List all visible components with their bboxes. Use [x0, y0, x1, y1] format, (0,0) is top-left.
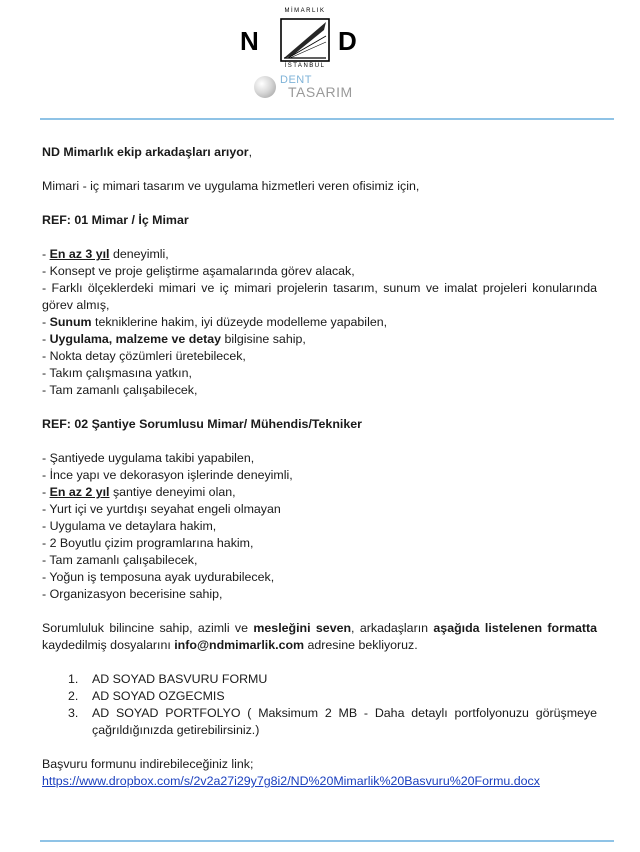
posting-heading-bold: ND Mimarlık ekip arkadaşları arıyor [42, 145, 249, 159]
list-item [42, 348, 597, 365]
bullet-dash: - [42, 485, 50, 499]
file-list-text: AD SOYAD OZGECMIS [92, 689, 225, 703]
posting-heading [42, 144, 597, 161]
list-item [42, 280, 597, 314]
sphere-icon [254, 76, 276, 98]
list-item-text: Şantiyede uygulama takibi yapabilen, [49, 451, 255, 465]
list-item [42, 569, 597, 586]
list-item [42, 552, 597, 569]
bullet-dash: - [42, 536, 50, 550]
ref1-list [42, 246, 597, 399]
list-item [42, 331, 597, 348]
logo-letter-d: D [338, 26, 357, 56]
nd-mimarlik-logo [240, 8, 370, 70]
file-list-number: 1. [68, 672, 79, 686]
bullet-dash: - [42, 366, 50, 380]
list-item [42, 518, 597, 535]
bullet-dash: - [42, 468, 50, 482]
header-logos [0, 0, 640, 110]
list-item-emphasis: Uygulama, malzeme ve detay [49, 332, 222, 346]
download-link[interactable]: https://www.dropbox.com/s/2v2a27i29y7g8i2/ND%20Mimarlik%20Basvuru%20Formu.docx [42, 774, 540, 788]
logo-tasarim-text: TASARIM [288, 84, 353, 100]
job-posting [42, 144, 597, 790]
download-label: Başvuru formunu indirebileceğiniz link; [42, 757, 254, 771]
bullet-dash: - [42, 383, 50, 397]
list-item [42, 314, 597, 331]
file-list-item [68, 705, 597, 739]
list-item [42, 586, 597, 603]
file-list-item [68, 688, 597, 705]
closing-text-1: Sorumluluk bilincine sahip, azimli ve [42, 621, 254, 635]
list-item-text: Takım çalışmasına yatkın, [49, 366, 192, 380]
file-list-text: AD SOYAD PORTFOLYO ( Maksimum 2 MB - Daha detaylı portfolyonuzu görüşmeye çağrıldığınızda getirebilirsiniz.) [92, 706, 597, 737]
list-item-text: Yoğun iş temposuna ayak uydurabilecek, [49, 570, 275, 584]
list-item-text: deneyimli, [109, 247, 169, 261]
file-list-item [68, 671, 597, 688]
closing-paragraph [42, 620, 597, 654]
list-item-text: Tam zamanlı çalışabilecek, [49, 383, 198, 397]
list-item [42, 246, 597, 263]
bullet-dash: - [42, 451, 50, 465]
bullet-dash: - [42, 332, 50, 346]
file-list-text: AD SOYAD BASVURU FORMU [92, 672, 268, 686]
list-item-text: Tam zamanlı çalışabilecek, [49, 553, 198, 567]
list-item-emphasis: En az 3 yıl [49, 247, 110, 261]
bullet-dash: - [42, 281, 52, 295]
list-item [42, 450, 597, 467]
list-item [42, 484, 597, 501]
file-list [68, 671, 597, 739]
bullet-dash: - [42, 264, 50, 278]
contact-email: info@ndmimarlik.com [174, 638, 305, 652]
list-item [42, 263, 597, 280]
posting-intro: Mimari - iç mimari tasarım ve uygulama hizmetleri veren ofisimiz için, [42, 179, 420, 193]
ref2-list [42, 450, 597, 603]
list-item [42, 382, 597, 399]
divider-bottom [40, 840, 614, 842]
list-item-text: Farklı ölçeklerdeki mimari ve iç mimari projelerin tasarım, sunum ve imalat projeleri konularında görev almış, [42, 281, 597, 312]
posting-heading-tail: , [248, 145, 253, 159]
logo-letter-n: N [240, 26, 259, 56]
closing-bold-1: mesleğini seven [253, 621, 352, 635]
closing-bold-2: aşağıda listelenen formatta [433, 621, 598, 635]
closing-text-3: kaydedilmiş dosyalarını [42, 638, 175, 652]
bullet-dash: - [42, 247, 50, 261]
list-item [42, 365, 597, 382]
divider-top [40, 118, 614, 120]
list-item-text: 2 Boyutlu çizim programlarına hakim, [49, 536, 254, 550]
list-item-text: İnce yapı ve dekorasyon işlerinde deneyimli, [49, 468, 293, 482]
dent-tasarim-logo [254, 74, 364, 104]
logo-top-text: MİMARLIK [284, 8, 326, 14]
list-item-text: Nokta detay çözümleri üretebilecek, [49, 349, 246, 363]
list-item-emphasis: Sunum [49, 315, 92, 329]
list-item-text: tekniklerine hakim, iyi düzeyde modelleme yapabilen, [91, 315, 388, 329]
list-item [42, 535, 597, 552]
file-list-number: 3. [68, 706, 79, 720]
list-item [42, 501, 597, 518]
logo-bottom-text: İSTANBUL [284, 63, 326, 69]
list-item-text: bilgisine sahip, [221, 332, 306, 346]
file-list-number: 2. [68, 689, 79, 703]
bullet-dash: - [42, 349, 50, 363]
list-item-text: Uygulama ve detaylara hakim, [49, 519, 217, 533]
bullet-dash: - [42, 519, 50, 533]
logo-dent-text: DENT [280, 74, 312, 86]
bullet-dash: - [42, 553, 50, 567]
ref2-title: REF: 02 Şantiye Sorumlusu Mimar/ Mühendis/Tekniker [42, 417, 362, 431]
ref1-title: REF: 01 Mimar / İç Mimar [42, 213, 189, 227]
closing-text-4: adresine bekliyoruz. [304, 638, 418, 652]
list-item-emphasis: En az 2 yıl [49, 485, 110, 499]
bullet-dash: - [42, 315, 50, 329]
bullet-dash: - [42, 587, 50, 601]
list-item [42, 467, 597, 484]
bullet-dash: - [42, 502, 50, 516]
list-item-text: Konsept ve proje geliştirme aşamalarında görev alacak, [49, 264, 355, 278]
bullet-dash: - [42, 570, 50, 584]
list-item-text: Yurt içi ve yurtdışı seyahat engeli olmayan [49, 502, 281, 516]
logo-sail-icon [280, 18, 330, 62]
closing-text-2: , arkadaşların [351, 621, 434, 635]
list-item-text: şantiye deneyimi olan, [109, 485, 236, 499]
list-item-text: Organizasyon becerisine sahip, [49, 587, 223, 601]
